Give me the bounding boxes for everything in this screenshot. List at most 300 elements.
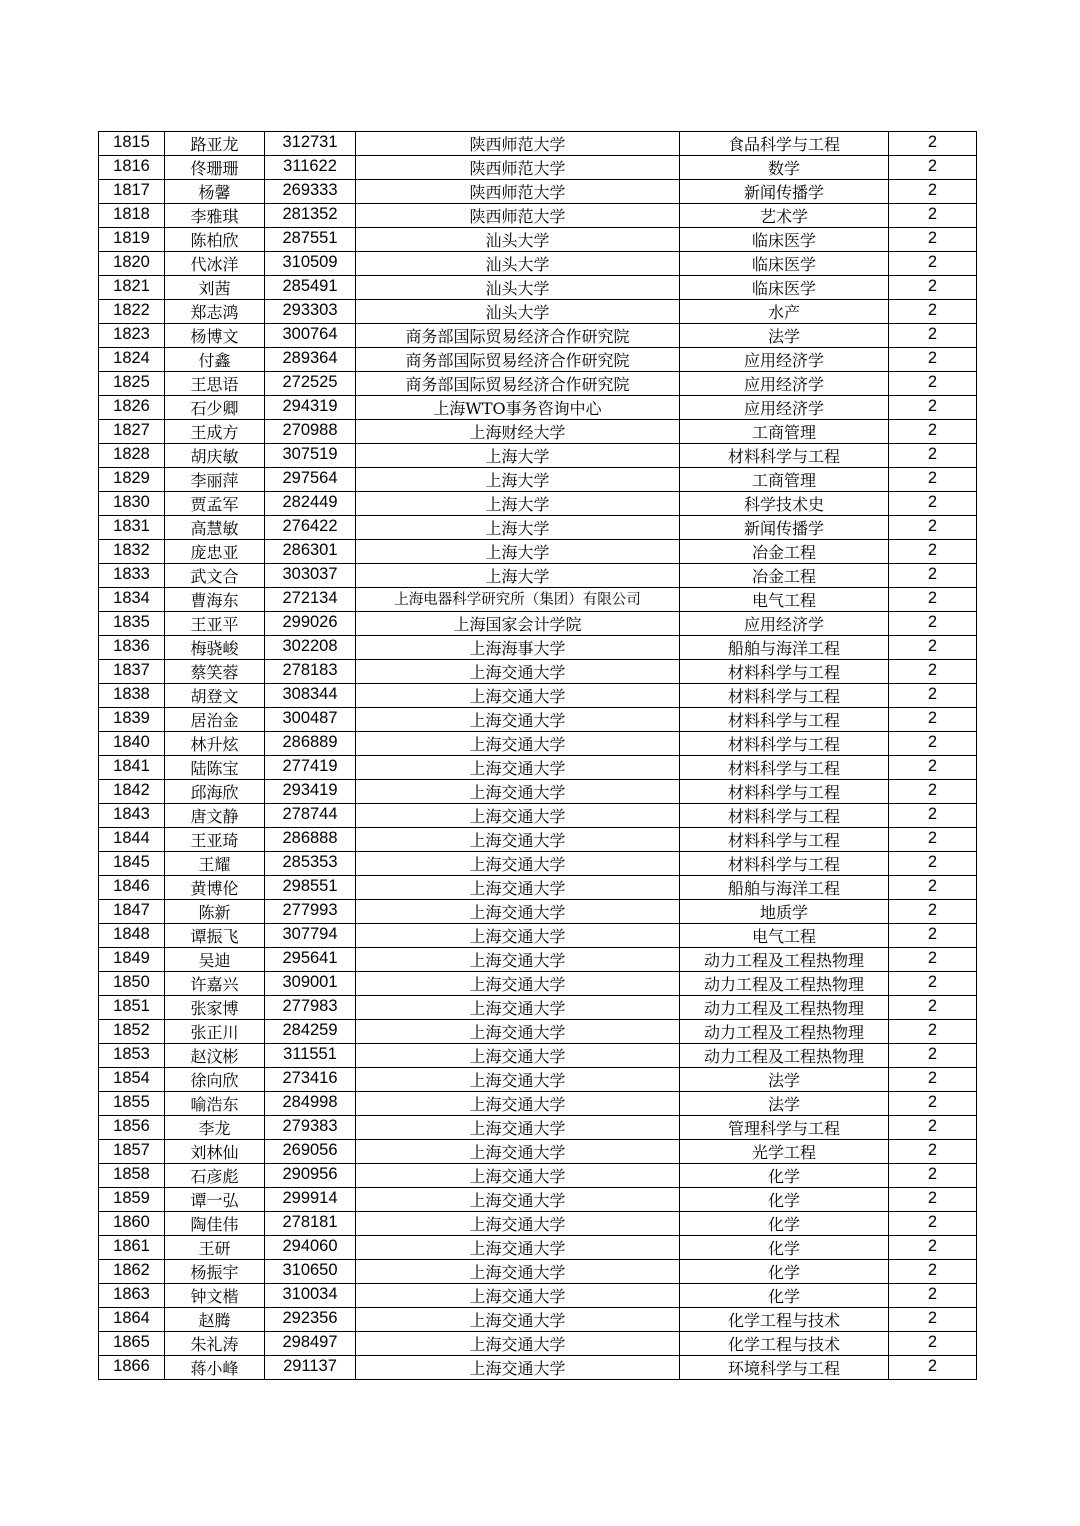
major-cell: 管理科学与工程 (680, 1116, 889, 1140)
seq-cell: 1845 (99, 852, 165, 876)
name-cell: 谭振飞 (165, 924, 265, 948)
institution-cell: 汕头大学 (356, 228, 680, 252)
table-row (99, 1356, 977, 1380)
table-row (99, 1044, 977, 1068)
seq-cell: 1861 (99, 1236, 165, 1260)
name-cell: 王亚琦 (165, 828, 265, 852)
table-row (99, 636, 977, 660)
count-cell: 2 (889, 1140, 977, 1164)
seq-cell: 1818 (99, 204, 165, 228)
institution-cell: 上海交通大学 (356, 1308, 680, 1332)
table-row (99, 1116, 977, 1140)
id-cell: 298551 (265, 876, 356, 900)
id-cell: 293419 (265, 780, 356, 804)
major-cell: 光学工程 (680, 1140, 889, 1164)
major-cell: 环境科学与工程 (680, 1356, 889, 1380)
id-cell: 285491 (265, 276, 356, 300)
major-cell: 化学工程与技术 (680, 1308, 889, 1332)
id-cell: 272525 (265, 372, 356, 396)
count-cell: 2 (889, 276, 977, 300)
table-row (99, 300, 977, 324)
table-row (99, 828, 977, 852)
seq-cell: 1822 (99, 300, 165, 324)
name-cell: 石彦彪 (165, 1164, 265, 1188)
id-cell: 278183 (265, 660, 356, 684)
institution-cell: 上海大学 (356, 444, 680, 468)
major-cell: 材料科学与工程 (680, 756, 889, 780)
major-cell: 应用经济学 (680, 396, 889, 420)
table-row (99, 420, 977, 444)
id-cell: 310034 (265, 1284, 356, 1308)
seq-cell: 1831 (99, 516, 165, 540)
institution-cell: 上海交通大学 (356, 1332, 680, 1356)
id-cell: 277983 (265, 996, 356, 1020)
table-row (99, 684, 977, 708)
count-cell: 2 (889, 540, 977, 564)
name-cell: 张家博 (165, 996, 265, 1020)
table-row (99, 876, 977, 900)
name-cell: 路亚龙 (165, 132, 265, 156)
name-cell: 代冰洋 (165, 252, 265, 276)
table-row (99, 732, 977, 756)
seq-cell: 1849 (99, 948, 165, 972)
table-row (99, 1212, 977, 1236)
table-row (99, 132, 977, 156)
id-cell: 278181 (265, 1212, 356, 1236)
seq-cell: 1837 (99, 660, 165, 684)
table-row (99, 1236, 977, 1260)
major-cell: 船舶与海洋工程 (680, 876, 889, 900)
count-cell: 2 (889, 348, 977, 372)
major-cell: 艺术学 (680, 204, 889, 228)
institution-cell: 上海交通大学 (356, 900, 680, 924)
count-cell: 2 (889, 1236, 977, 1260)
seq-cell: 1820 (99, 252, 165, 276)
id-cell: 286889 (265, 732, 356, 756)
seq-cell: 1843 (99, 804, 165, 828)
major-cell: 工商管理 (680, 420, 889, 444)
name-cell: 邱海欣 (165, 780, 265, 804)
institution-cell: 上海海事大学 (356, 636, 680, 660)
id-cell: 299026 (265, 612, 356, 636)
id-cell: 299914 (265, 1188, 356, 1212)
id-cell: 312731 (265, 132, 356, 156)
count-cell: 2 (889, 612, 977, 636)
institution-cell: 上海交通大学 (356, 1044, 680, 1068)
table-row (99, 1332, 977, 1356)
name-cell: 谭一弘 (165, 1188, 265, 1212)
institution-cell: 上海交通大学 (356, 972, 680, 996)
name-cell: 朱礼涛 (165, 1332, 265, 1356)
major-cell: 法学 (680, 1068, 889, 1092)
seq-cell: 1827 (99, 420, 165, 444)
major-cell: 应用经济学 (680, 612, 889, 636)
id-cell: 272134 (265, 588, 356, 612)
id-cell: 282449 (265, 492, 356, 516)
major-cell: 新闻传播学 (680, 516, 889, 540)
table-row (99, 444, 977, 468)
institution-cell: 陕西师范大学 (356, 204, 680, 228)
table-row (99, 1284, 977, 1308)
seq-cell: 1830 (99, 492, 165, 516)
id-cell: 286301 (265, 540, 356, 564)
institution-cell: 上海交通大学 (356, 996, 680, 1020)
count-cell: 2 (889, 852, 977, 876)
institution-cell: 上海交通大学 (356, 732, 680, 756)
table-row (99, 516, 977, 540)
id-cell: 287551 (265, 228, 356, 252)
table-row (99, 468, 977, 492)
id-cell: 302208 (265, 636, 356, 660)
seq-cell: 1833 (99, 564, 165, 588)
seq-cell: 1864 (99, 1308, 165, 1332)
count-cell: 2 (889, 972, 977, 996)
name-cell: 胡庆敏 (165, 444, 265, 468)
seq-cell: 1839 (99, 708, 165, 732)
id-cell: 292356 (265, 1308, 356, 1332)
institution-cell: 上海大学 (356, 516, 680, 540)
name-cell: 赵腾 (165, 1308, 265, 1332)
major-cell: 化学 (680, 1188, 889, 1212)
table-row (99, 324, 977, 348)
count-cell: 2 (889, 1068, 977, 1092)
major-cell: 科学技术史 (680, 492, 889, 516)
name-cell: 杨馨 (165, 180, 265, 204)
count-cell: 2 (889, 1044, 977, 1068)
seq-cell: 1825 (99, 372, 165, 396)
seq-cell: 1856 (99, 1116, 165, 1140)
count-cell: 2 (889, 564, 977, 588)
seq-cell: 1815 (99, 132, 165, 156)
id-cell: 273416 (265, 1068, 356, 1092)
seq-cell: 1866 (99, 1356, 165, 1380)
seq-cell: 1865 (99, 1332, 165, 1356)
count-cell: 2 (889, 588, 977, 612)
seq-cell: 1846 (99, 876, 165, 900)
seq-cell: 1836 (99, 636, 165, 660)
institution-cell: 上海交通大学 (356, 948, 680, 972)
institution-cell: 上海交通大学 (356, 1236, 680, 1260)
count-cell: 2 (889, 804, 977, 828)
table-row (99, 228, 977, 252)
count-cell: 2 (889, 372, 977, 396)
name-cell: 许嘉兴 (165, 972, 265, 996)
major-cell: 动力工程及工程热物理 (680, 996, 889, 1020)
major-cell: 动力工程及工程热物理 (680, 972, 889, 996)
table-row (99, 804, 977, 828)
count-cell: 2 (889, 684, 977, 708)
count-cell: 2 (889, 516, 977, 540)
count-cell: 2 (889, 228, 977, 252)
table-row (99, 396, 977, 420)
major-cell: 法学 (680, 324, 889, 348)
count-cell: 2 (889, 1020, 977, 1044)
institution-cell: 上海交通大学 (356, 660, 680, 684)
institution-cell: 上海交通大学 (356, 1188, 680, 1212)
major-cell: 食品科学与工程 (680, 132, 889, 156)
id-cell: 310650 (265, 1260, 356, 1284)
name-cell: 佟珊珊 (165, 156, 265, 180)
id-cell: 290956 (265, 1164, 356, 1188)
major-cell: 数学 (680, 156, 889, 180)
name-cell: 居治金 (165, 708, 265, 732)
name-cell: 刘林仙 (165, 1140, 265, 1164)
major-cell: 冶金工程 (680, 564, 889, 588)
seq-cell: 1829 (99, 468, 165, 492)
count-cell: 2 (889, 468, 977, 492)
table-row (99, 1308, 977, 1332)
institution-cell: 上海交通大学 (356, 804, 680, 828)
count-cell: 2 (889, 396, 977, 420)
seq-cell: 1819 (99, 228, 165, 252)
id-cell: 300487 (265, 708, 356, 732)
id-cell: 311622 (265, 156, 356, 180)
id-cell: 285353 (265, 852, 356, 876)
count-cell: 2 (889, 996, 977, 1020)
count-cell: 2 (889, 948, 977, 972)
table-row (99, 972, 977, 996)
table-row (99, 588, 977, 612)
seq-cell: 1824 (99, 348, 165, 372)
table-row (99, 996, 977, 1020)
id-cell: 307519 (265, 444, 356, 468)
table-row (99, 1020, 977, 1044)
institution-cell: 上海交通大学 (356, 1356, 680, 1380)
id-cell: 307794 (265, 924, 356, 948)
id-cell: 308344 (265, 684, 356, 708)
name-cell: 陶佳伟 (165, 1212, 265, 1236)
name-cell: 陈新 (165, 900, 265, 924)
name-cell: 王研 (165, 1236, 265, 1260)
id-cell: 277419 (265, 756, 356, 780)
name-cell: 蒋小峰 (165, 1356, 265, 1380)
table-row (99, 924, 977, 948)
major-cell: 动力工程及工程热物理 (680, 1020, 889, 1044)
table-row (99, 348, 977, 372)
major-cell: 材料科学与工程 (680, 852, 889, 876)
id-cell: 295641 (265, 948, 356, 972)
seq-cell: 1851 (99, 996, 165, 1020)
institution-cell: 陕西师范大学 (356, 156, 680, 180)
name-cell: 吴迪 (165, 948, 265, 972)
institution-cell: 上海交通大学 (356, 876, 680, 900)
count-cell: 2 (889, 708, 977, 732)
name-cell: 梅骁峻 (165, 636, 265, 660)
seq-cell: 1832 (99, 540, 165, 564)
institution-cell: 商务部国际贸易经济合作研究院 (356, 348, 680, 372)
institution-cell: 上海交通大学 (356, 756, 680, 780)
major-cell: 新闻传播学 (680, 180, 889, 204)
institution-cell: 上海大学 (356, 492, 680, 516)
institution-cell: 汕头大学 (356, 300, 680, 324)
institution-cell: 汕头大学 (356, 252, 680, 276)
name-cell: 李龙 (165, 1116, 265, 1140)
institution-cell: 陕西师范大学 (356, 180, 680, 204)
id-cell: 269056 (265, 1140, 356, 1164)
table-row (99, 1260, 977, 1284)
count-cell: 2 (889, 1164, 977, 1188)
major-cell: 材料科学与工程 (680, 828, 889, 852)
count-cell: 2 (889, 1188, 977, 1212)
name-cell: 张正川 (165, 1020, 265, 1044)
institution-cell: 上海交通大学 (356, 1068, 680, 1092)
seq-cell: 1823 (99, 324, 165, 348)
seq-cell: 1853 (99, 1044, 165, 1068)
institution-cell: 上海交通大学 (356, 1212, 680, 1236)
major-cell: 船舶与海洋工程 (680, 636, 889, 660)
institution-cell: 商务部国际贸易经济合作研究院 (356, 372, 680, 396)
table-row (99, 1140, 977, 1164)
count-cell: 2 (889, 492, 977, 516)
institution-cell: 商务部国际贸易经济合作研究院 (356, 324, 680, 348)
count-cell: 2 (889, 420, 977, 444)
major-cell: 材料科学与工程 (680, 684, 889, 708)
major-cell: 法学 (680, 1092, 889, 1116)
count-cell: 2 (889, 900, 977, 924)
name-cell: 郑志鸿 (165, 300, 265, 324)
id-cell: 294319 (265, 396, 356, 420)
institution-cell: 上海大学 (356, 540, 680, 564)
seq-cell: 1828 (99, 444, 165, 468)
name-cell: 陈柏欣 (165, 228, 265, 252)
major-cell: 冶金工程 (680, 540, 889, 564)
seq-cell: 1835 (99, 612, 165, 636)
name-cell: 喻浩东 (165, 1092, 265, 1116)
major-cell: 临床医学 (680, 252, 889, 276)
count-cell: 2 (889, 324, 977, 348)
major-cell: 材料科学与工程 (680, 660, 889, 684)
table-row (99, 780, 977, 804)
count-cell: 2 (889, 660, 977, 684)
institution-cell: 上海交通大学 (356, 1284, 680, 1308)
institution-cell: 上海交通大学 (356, 1116, 680, 1140)
seq-cell: 1855 (99, 1092, 165, 1116)
table-row (99, 1188, 977, 1212)
count-cell: 2 (889, 636, 977, 660)
name-cell: 王亚平 (165, 612, 265, 636)
seq-cell: 1821 (99, 276, 165, 300)
id-cell: 294060 (265, 1236, 356, 1260)
name-cell: 曹海东 (165, 588, 265, 612)
table-row (99, 252, 977, 276)
major-cell: 工商管理 (680, 468, 889, 492)
major-cell: 材料科学与工程 (680, 804, 889, 828)
table-row (99, 564, 977, 588)
seq-cell: 1860 (99, 1212, 165, 1236)
name-cell: 李雅琪 (165, 204, 265, 228)
seq-cell: 1848 (99, 924, 165, 948)
table-row (99, 660, 977, 684)
count-cell: 2 (889, 180, 977, 204)
major-cell: 化学 (680, 1236, 889, 1260)
institution-cell: 上海WTO事务咨询中心 (356, 396, 680, 420)
name-cell: 刘茜 (165, 276, 265, 300)
name-cell: 贾孟军 (165, 492, 265, 516)
seq-cell: 1838 (99, 684, 165, 708)
name-cell: 钟文楷 (165, 1284, 265, 1308)
table-row (99, 540, 977, 564)
name-cell: 杨振宇 (165, 1260, 265, 1284)
count-cell: 2 (889, 828, 977, 852)
institution-cell: 上海交通大学 (356, 780, 680, 804)
seq-cell: 1844 (99, 828, 165, 852)
major-cell: 临床医学 (680, 276, 889, 300)
table-row (99, 204, 977, 228)
institution-cell: 上海交通大学 (356, 1164, 680, 1188)
institution-cell: 上海大学 (356, 564, 680, 588)
name-cell: 唐文静 (165, 804, 265, 828)
seq-cell: 1859 (99, 1188, 165, 1212)
name-cell: 庞忠亚 (165, 540, 265, 564)
id-cell: 310509 (265, 252, 356, 276)
id-cell: 276422 (265, 516, 356, 540)
institution-cell: 陕西师范大学 (356, 132, 680, 156)
name-cell: 王思语 (165, 372, 265, 396)
count-cell: 2 (889, 1092, 977, 1116)
institution-cell: 上海交通大学 (356, 684, 680, 708)
major-cell: 电气工程 (680, 924, 889, 948)
count-cell: 2 (889, 924, 977, 948)
seq-cell: 1857 (99, 1140, 165, 1164)
seq-cell: 1847 (99, 900, 165, 924)
seq-cell: 1852 (99, 1020, 165, 1044)
table-row (99, 372, 977, 396)
id-cell: 297564 (265, 468, 356, 492)
major-cell: 动力工程及工程热物理 (680, 948, 889, 972)
major-cell: 化学工程与技术 (680, 1332, 889, 1356)
id-cell: 311551 (265, 1044, 356, 1068)
major-cell: 水产 (680, 300, 889, 324)
name-cell: 高慧敏 (165, 516, 265, 540)
major-cell: 化学 (680, 1164, 889, 1188)
major-cell: 动力工程及工程热物理 (680, 1044, 889, 1068)
id-cell: 269333 (265, 180, 356, 204)
id-cell: 303037 (265, 564, 356, 588)
id-cell: 278744 (265, 804, 356, 828)
table-row (99, 1092, 977, 1116)
seq-cell: 1817 (99, 180, 165, 204)
name-cell: 王耀 (165, 852, 265, 876)
roster-table-body (99, 132, 977, 1380)
count-cell: 2 (889, 876, 977, 900)
seq-cell: 1850 (99, 972, 165, 996)
major-cell: 化学 (680, 1284, 889, 1308)
institution-cell: 上海交通大学 (356, 1260, 680, 1284)
seq-cell: 1842 (99, 780, 165, 804)
name-cell: 胡登文 (165, 684, 265, 708)
id-cell: 309001 (265, 972, 356, 996)
table-row (99, 180, 977, 204)
count-cell: 2 (889, 300, 977, 324)
major-cell: 电气工程 (680, 588, 889, 612)
table-row (99, 276, 977, 300)
id-cell: 270988 (265, 420, 356, 444)
count-cell: 2 (889, 780, 977, 804)
name-cell: 陆陈宝 (165, 756, 265, 780)
seq-cell: 1834 (99, 588, 165, 612)
major-cell: 材料科学与工程 (680, 708, 889, 732)
table-row (99, 948, 977, 972)
id-cell: 281352 (265, 204, 356, 228)
seq-cell: 1854 (99, 1068, 165, 1092)
count-cell: 2 (889, 444, 977, 468)
id-cell: 286888 (265, 828, 356, 852)
institution-cell: 上海财经大学 (356, 420, 680, 444)
count-cell: 2 (889, 732, 977, 756)
id-cell: 289364 (265, 348, 356, 372)
major-cell: 应用经济学 (680, 348, 889, 372)
name-cell: 付鑫 (165, 348, 265, 372)
